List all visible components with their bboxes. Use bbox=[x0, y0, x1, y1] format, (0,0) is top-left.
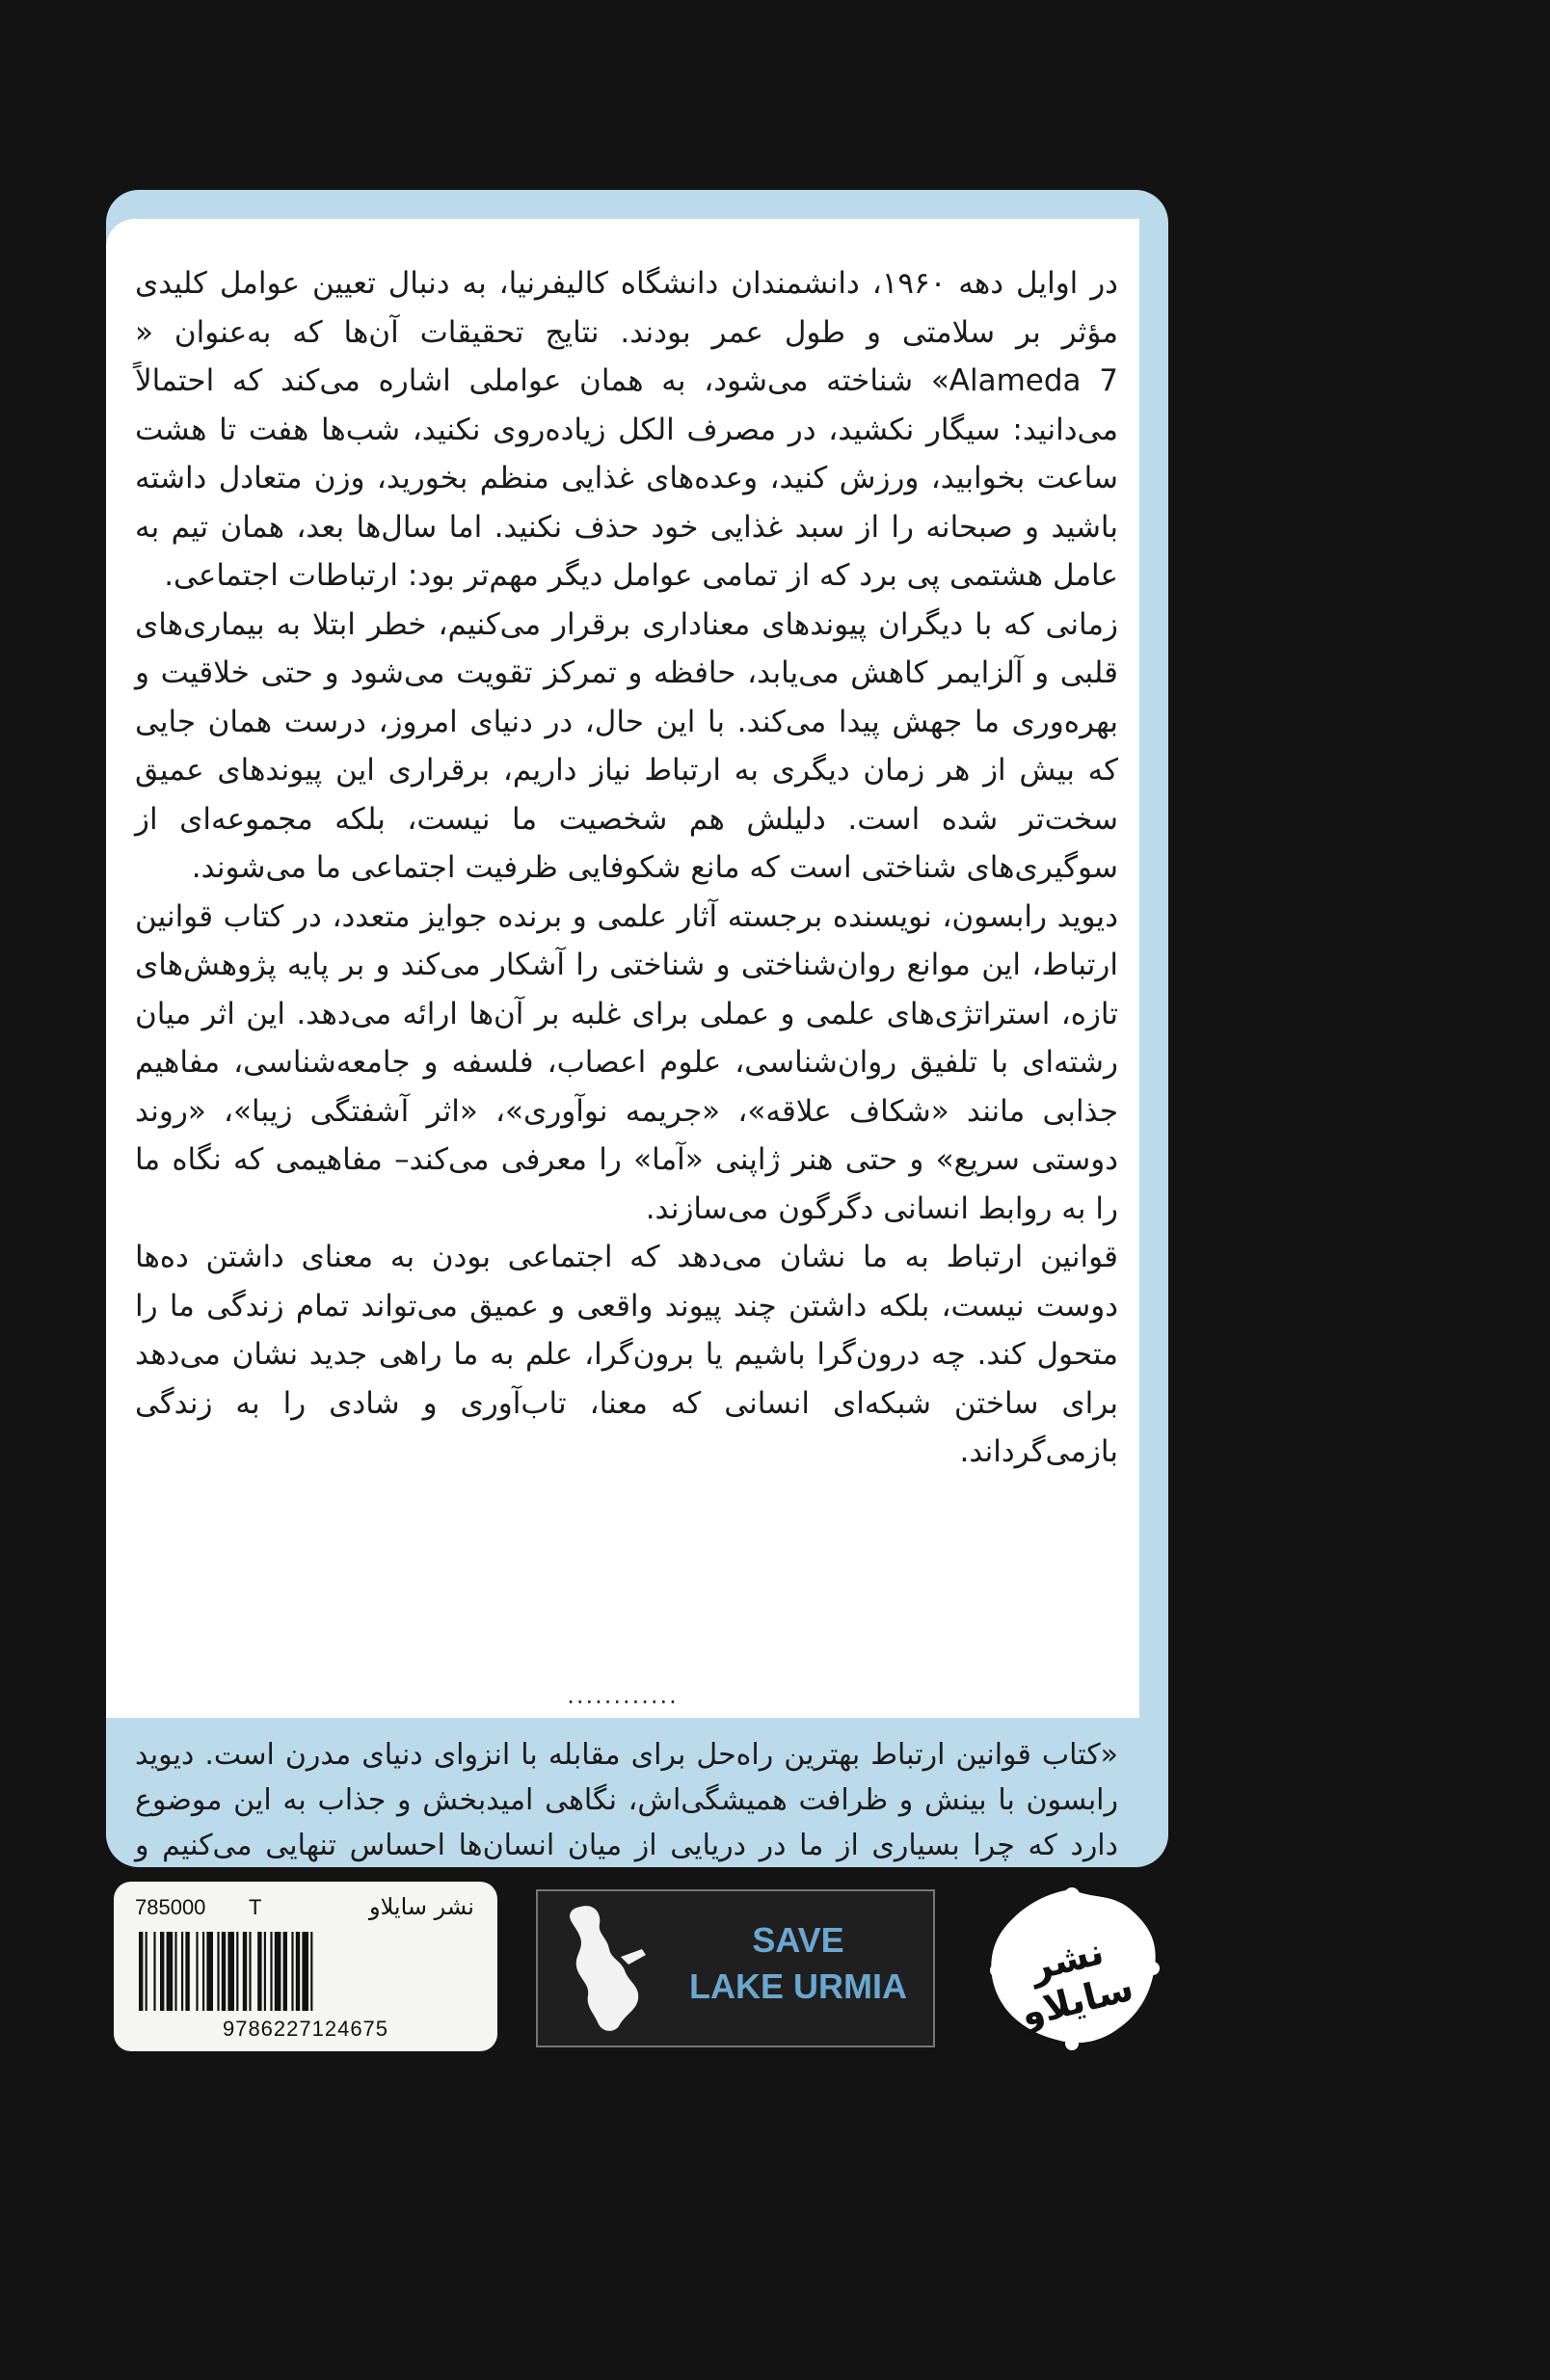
barcode-bar bbox=[160, 1932, 164, 2011]
badge-line-1: SAVE bbox=[752, 1920, 844, 1960]
price-label: 785000 bbox=[135, 1895, 206, 1919]
paragraph-2: زمانی که با دیگران پیوندهای معناداری برقرار می‌کنیم، خطر ابتلا به بیماری‌های قلبی و آلزایمر کاهش می‌یابد، حافظه و تمرکز تقویت می‌شود و حتی خلاقیت و بهره‌وری ما جهش پیدا می‌کند. با این حال، در دنیای امروز، درست همان جایی که بیش از هر زمان دیگری به ارتباط نیاز داریم، برقراری این پیوندهای عمیق سخت‌تر شده است. دلیلش هم شخصیت ما نیست، بلکه مجموعه‌ای از سوگیری‌های شناختی است که مانع شکوفایی ظرفیت اجتماعی ما می‌شوند. bbox=[135, 606, 1118, 885]
paragraph-3: دیوید رابسون، نویسنده برجسته آثار علمی و برنده جوایز متعدد، در کتاب قوانین ارتباط، این موانع روان‌شناختی و شناختی را آشکار می‌کند و بر پایه پژوهش‌های تازه، استراتژی‌های علمی و عملی برای غلبه بر آن‌ها ارائه می‌دهد. این اثر میان رشته‌ای با تلفیق روان‌شناسی، علوم اعصاب، فلسفه و جامعه‌شناسی، مفاهیم جذابی مانند «شکاف علاقه»، «جریمه نوآوری»، «اثر آشفتگی زیبا»، «روند دوستی سریع» و حتی هنر ژاپنی «آما» را معرفی می‌کند– مفاهیمی که نگاه ما را به روابط انسانی دگرگون می‌سازند. bbox=[135, 898, 1118, 1226]
barcode-bar bbox=[264, 1932, 266, 2011]
barcode-bar bbox=[302, 1932, 308, 2011]
barcode-bar bbox=[283, 1932, 287, 2011]
barcode-bar bbox=[227, 1932, 234, 2011]
barcode-bar bbox=[206, 1932, 213, 2011]
barcode-sticker bbox=[114, 1882, 497, 2051]
badge-line-2: LAKE URMIA bbox=[689, 1966, 907, 2006]
barcode-bar bbox=[139, 1932, 143, 2011]
quote-text: «کتاب قوانین ارتباط بهترین راه‌حل برای مقابله با انزوای دنیای مدرن است. دیوید رابسون با بینش و ظرافت همیشگی‌اش، نگاهی امیدبخش و جذاب به این موضوع دارد که چرا بسیاری از ما در دریایی از میان انسان‌ها احساس تنهایی می‌کنیم و bbox=[135, 1738, 1118, 1862]
barcode-bar bbox=[217, 1932, 219, 2011]
barcode-bar bbox=[202, 1932, 204, 2011]
sticker-code: T bbox=[249, 1895, 262, 1919]
barcode-icon bbox=[135, 1932, 472, 2011]
paragraph-1: در اوایل دهه ۱۹۶۰، دانشمندان دانشگاه کالیفرنیا، به دنبال تعیین عوامل کلیدی مؤثر بر سلامتی و طول عمر بودند. نتایج تحقیقات آن‌ها که به‌عنوان « Alameda 7» شناخته می‌شود، به همان عواملی اشاره می‌کند که احتمالاً می‌دانید: سیگار نکشید، در مصرف الکل زیاده‌روی نکنید، شب‌ها هفت تا هشت ساعت بخوابید، ورزش کنید، وعده‌های غذایی منظم بخورید، وزن متعادل داشته باشید و صبحانه را از سبد غذایی خود حذف نکنید. اما سال‌ها بعد، همان تیم به عامل هشتمی پی برد که از تمامی عوامل دیگر مهم‌تر بود: ارتباطات اجتماعی. bbox=[135, 266, 1118, 593]
lake-urmia-map-icon bbox=[551, 1899, 667, 2038]
barcode-bar bbox=[296, 1932, 300, 2011]
barcode-bar bbox=[249, 1932, 251, 2011]
barcode-bar bbox=[185, 1932, 189, 2011]
barcode-bar bbox=[222, 1932, 226, 2011]
barcode-bar bbox=[275, 1932, 281, 2011]
save-lake-urmia-badge bbox=[536, 1889, 935, 2047]
blurb-text-panel bbox=[106, 219, 1139, 1718]
barcode-bar bbox=[167, 1932, 174, 2011]
blurb-card bbox=[106, 190, 1168, 1867]
sticker-publisher: نشر سایلاو bbox=[369, 1893, 474, 1920]
blurb-body bbox=[135, 259, 1118, 1477]
barcode-bar bbox=[236, 1932, 238, 2011]
barcode-bar bbox=[270, 1932, 272, 2011]
barcode-bar bbox=[196, 1932, 198, 2011]
publisher-logo bbox=[975, 1880, 1168, 2053]
logo-wordmark: نشر سایلاو bbox=[1016, 1930, 1138, 2036]
barcode-bar bbox=[291, 1932, 293, 2011]
paragraph-4: قوانین ارتباط به ما نشان می‌دهد که اجتماعی بودن به معنای داشتن ده‌ها دوست نیست، بلکه داشتن چند پیوند واقعی و عمیق می‌تواند تمام زندگی ما را متحول کند. چه درون‌گرا باشیم یا برون‌گرا، علم به ما راهی جدید نشان می‌دهد برای ساختن شبکه‌ای انسانی که معنا، تاب‌آوری و شادی را به زندگی بازمی‌گرداند. bbox=[135, 1240, 1118, 1469]
dotted-separator: ............ bbox=[567, 1682, 679, 1709]
barcode-bar bbox=[243, 1932, 247, 2011]
barcode-bar bbox=[257, 1932, 261, 2011]
endorsement-quote bbox=[135, 1732, 1118, 1867]
barcode-bar bbox=[310, 1932, 312, 2011]
barcode-bar bbox=[181, 1932, 183, 2011]
barcode-bar bbox=[174, 1932, 176, 2011]
barcode-bar bbox=[146, 1932, 147, 2011]
isbn-number: 9786227124675 bbox=[222, 2017, 389, 2041]
barcode-bar bbox=[153, 1932, 155, 2011]
